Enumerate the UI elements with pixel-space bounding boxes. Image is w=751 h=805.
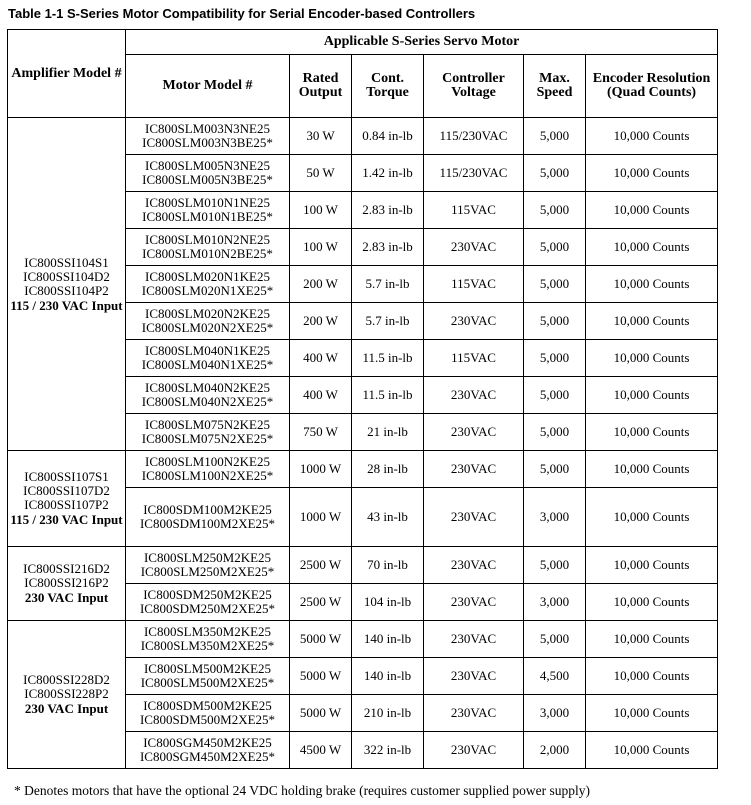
cont-torque-cell: 104 in-lb (352, 584, 424, 621)
amplifier-model: IC800SSI104S1 (24, 254, 109, 270)
amplifier-model-cell (8, 547, 126, 621)
max-speed-cell: 5,000 (524, 621, 586, 658)
cont-torque-cell: 140 in-lb (352, 658, 424, 695)
motor-model: IC800SLM010N2BE25* (142, 246, 273, 261)
max-speed-cell: 5,000 (524, 303, 586, 340)
amplifier-model: IC800SSI216P2 (24, 575, 109, 590)
max-speed-cell: 5,000 (524, 266, 586, 303)
cont-torque-cell: 11.5 in-lb (352, 340, 424, 377)
motor-model: IC800SLM075N2KE25 (145, 417, 270, 432)
controller-voltage-cell: 230VAC (424, 451, 524, 488)
motor-model-cell (126, 621, 290, 658)
amplifier-model-cell (8, 118, 126, 451)
header-amplifier: Amplifier Model # (8, 30, 126, 118)
motor-model: IC800SLM020N1XE25* (141, 283, 274, 298)
rated-output-cell: 2500 W (290, 584, 352, 621)
motor-model: IC800SLM003N3BE25* (142, 135, 273, 150)
encoder-resolution-cell: 10,000 Counts (586, 192, 718, 229)
cont-torque-cell: 28 in-lb (352, 451, 424, 488)
cont-torque-cell: 5.7 in-lb (352, 266, 424, 303)
encoder-resolution-cell: 10,000 Counts (586, 732, 718, 769)
max-speed-cell: 3,000 (524, 584, 586, 621)
cont-torque-cell: 1.42 in-lb (352, 155, 424, 192)
max-speed-cell: 5,000 (524, 192, 586, 229)
encoder-resolution-cell: 10,000 Counts (586, 155, 718, 192)
motor-model: IC800SLM020N1KE25 (145, 269, 270, 284)
encoder-resolution-cell: 10,000 Counts (586, 451, 718, 488)
encoder-resolution-cell: 10,000 Counts (586, 377, 718, 414)
table-row (8, 547, 718, 584)
rated-output-cell: 2500 W (290, 547, 352, 584)
amplifier-model: IC800SSI107S1 (24, 469, 109, 484)
rated-output-cell: 1000 W (290, 488, 352, 547)
table-body (8, 118, 718, 769)
amplifier-model: IC800SSI104P2 (24, 282, 109, 298)
rated-output-cell: 200 W (290, 266, 352, 303)
motor-model: IC800SLM020N2KE25 (145, 306, 270, 321)
controller-voltage-cell: 230VAC (424, 621, 524, 658)
cont-torque-cell: 0.84 in-lb (352, 118, 424, 155)
rated-output-cell: 30 W (290, 118, 352, 155)
cont-torque-cell: 140 in-lb (352, 621, 424, 658)
cont-torque-cell: 2.83 in-lb (352, 229, 424, 266)
motor-model: IC800SLM040N1XE25* (141, 357, 274, 372)
header-cont-torque: Cont. Torque (352, 55, 424, 118)
motor-model-cell (126, 155, 290, 192)
controller-voltage-cell: 230VAC (424, 584, 524, 621)
motor-model: IC800SLM100N2XE25* (141, 468, 274, 483)
motor-model-cell (126, 451, 290, 488)
encoder-resolution-cell: 10,000 Counts (586, 414, 718, 451)
max-speed-cell: 5,000 (524, 229, 586, 266)
max-speed-cell: 5,000 (524, 377, 586, 414)
motor-model: IC800SLM075N2XE25* (141, 431, 274, 446)
motor-model-cell (126, 488, 290, 547)
encoder-resolution-cell: 10,000 Counts (586, 303, 718, 340)
encoder-resolution-cell: 10,000 Counts (586, 266, 718, 303)
rated-output-cell: 100 W (290, 229, 352, 266)
motor-model: IC800SDM250M2KE25 (143, 587, 272, 602)
max-speed-cell: 5,000 (524, 451, 586, 488)
max-speed-cell: 5,000 (524, 155, 586, 192)
controller-voltage-cell: 230VAC (424, 695, 524, 732)
encoder-resolution-cell: 10,000 Counts (586, 118, 718, 155)
max-speed-cell: 3,000 (524, 488, 586, 547)
motor-model: IC800SLM005N3NE25 (145, 158, 270, 173)
motor-model-cell (126, 584, 290, 621)
motor-model-cell (126, 377, 290, 414)
table-row (8, 118, 718, 155)
motor-model-cell (126, 303, 290, 340)
motor-model: IC800SDM100M2XE25* (139, 516, 276, 531)
motor-model: IC800SLM020N2XE25* (141, 320, 274, 335)
encoder-resolution-cell: 10,000 Counts (586, 340, 718, 377)
motor-model: IC800SLM005N3BE25* (142, 172, 273, 187)
controller-voltage-cell: 230VAC (424, 547, 524, 584)
table-caption: Table 1-1 S-Series Motor Compatibility for Serial Encoder-based Controllers (8, 6, 476, 21)
header-encoder-resolution: Encoder Resolution (Quad Counts) (586, 55, 718, 118)
encoder-resolution-cell: 10,000 Counts (586, 488, 718, 547)
controller-voltage-cell: 230VAC (424, 229, 524, 266)
table-row (8, 621, 718, 658)
motor-model-cell (126, 229, 290, 266)
controller-voltage-cell: 230VAC (424, 488, 524, 547)
amplifier-model: IC800SSI228D2 (23, 672, 110, 687)
motor-model: IC800SLM350M2XE25* (140, 638, 275, 653)
motor-model: IC800SGM450M2KE25 (143, 735, 272, 750)
amplifier-model: IC800SSI104D2 (23, 268, 110, 284)
motor-model: IC800SDM500M2KE25 (143, 698, 272, 713)
max-speed-cell: 4,500 (524, 658, 586, 695)
header-max-speed: Max. Speed (524, 55, 586, 118)
motor-model: IC800SLM040N1KE25 (145, 343, 270, 358)
motor-model-cell (126, 695, 290, 732)
motor-compatibility-table (7, 29, 718, 769)
max-speed-cell: 2,000 (524, 732, 586, 769)
controller-voltage-cell: 115/230VAC (424, 155, 524, 192)
rated-output-cell: 400 W (290, 377, 352, 414)
motor-model: IC800SLM010N1NE25 (145, 195, 270, 210)
encoder-resolution-cell: 10,000 Counts (586, 547, 718, 584)
controller-voltage-cell: 115VAC (424, 192, 524, 229)
header-applicable-motor: Applicable S-Series Servo Motor (126, 30, 718, 55)
controller-voltage-cell: 115VAC (424, 266, 524, 303)
motor-model: IC800SLM010N2NE25 (145, 232, 270, 247)
motor-model-cell (126, 340, 290, 377)
controller-voltage-cell: 115VAC (424, 340, 524, 377)
header-rated-output: Rated Output (290, 55, 352, 118)
rated-output-cell: 200 W (290, 303, 352, 340)
cont-torque-cell: 2.83 in-lb (352, 192, 424, 229)
max-speed-cell: 3,000 (524, 695, 586, 732)
cont-torque-cell: 43 in-lb (352, 488, 424, 547)
controller-voltage-cell: 230VAC (424, 732, 524, 769)
rated-output-cell: 750 W (290, 414, 352, 451)
header-controller-voltage: Controller Voltage (424, 55, 524, 118)
rated-output-cell: 400 W (290, 340, 352, 377)
cont-torque-cell: 21 in-lb (352, 414, 424, 451)
encoder-resolution-cell: 10,000 Counts (586, 229, 718, 266)
encoder-resolution-cell: 10,000 Counts (586, 621, 718, 658)
max-speed-cell: 5,000 (524, 340, 586, 377)
amplifier-input-voltage: 115 / 230 VAC Input (10, 512, 123, 527)
motor-model: IC800SLM500M2XE25* (140, 675, 275, 690)
rated-output-cell: 4500 W (290, 732, 352, 769)
encoder-resolution-cell: 10,000 Counts (586, 658, 718, 695)
motor-model-cell (126, 732, 290, 769)
motor-model: IC800SDM100M2KE25 (143, 502, 272, 517)
motor-model: IC800SLM040N2KE25 (145, 380, 270, 395)
controller-voltage-cell: 230VAC (424, 303, 524, 340)
motor-model: IC800SLM100N2KE25 (145, 454, 270, 469)
amplifier-input-voltage: 115 / 230 VAC Input (10, 297, 123, 313)
motor-model: IC800SLM040N2XE25* (141, 394, 274, 409)
amplifier-model: IC800SSI107P2 (24, 497, 109, 512)
motor-model: IC800SDM250M2XE25* (139, 601, 276, 616)
rated-output-cell: 50 W (290, 155, 352, 192)
rated-output-cell: 5000 W (290, 695, 352, 732)
motor-model: IC800SGM450M2XE25* (139, 749, 276, 764)
amplifier-model: IC800SSI228P2 (24, 686, 109, 701)
controller-voltage-cell: 230VAC (424, 377, 524, 414)
cont-torque-cell: 322 in-lb (352, 732, 424, 769)
motor-model-cell (126, 192, 290, 229)
amplifier-input-voltage: 230 VAC Input (24, 701, 109, 716)
footnote: * Denotes motors that have the optional 24 VDC holding brake (requires customer supplied power supply) (14, 783, 591, 798)
motor-model-cell (126, 658, 290, 695)
cont-torque-cell: 11.5 in-lb (352, 377, 424, 414)
motor-model: IC800SLM010N1BE25* (142, 209, 273, 224)
rated-output-cell: 100 W (290, 192, 352, 229)
motor-model-cell (126, 547, 290, 584)
cont-torque-cell: 5.7 in-lb (352, 303, 424, 340)
encoder-resolution-cell: 10,000 Counts (586, 695, 718, 732)
cont-torque-cell: 210 in-lb (352, 695, 424, 732)
table-row (8, 451, 718, 488)
amplifier-model-cell (8, 451, 126, 547)
rated-output-cell: 5000 W (290, 621, 352, 658)
motor-model-cell (126, 414, 290, 451)
controller-voltage-cell: 115/230VAC (424, 118, 524, 155)
motor-model: IC800SLM250M2XE25* (140, 564, 275, 579)
encoder-resolution-cell: 10,000 Counts (586, 584, 718, 621)
cont-torque-cell: 70 in-lb (352, 547, 424, 584)
motor-model-cell (126, 118, 290, 155)
motor-model: IC800SLM250M2KE25 (143, 550, 272, 565)
motor-model: IC800SLM500M2KE25 (143, 661, 272, 676)
amplifier-input-voltage: 230 VAC Input (24, 590, 109, 605)
header-motor-model: Motor Model # (126, 55, 290, 118)
amplifier-model: IC800SSI107D2 (23, 483, 110, 498)
amplifier-model-cell (8, 621, 126, 769)
rated-output-cell: 1000 W (290, 451, 352, 488)
motor-model-cell (126, 266, 290, 303)
motor-model: IC800SLM350M2KE25 (143, 624, 272, 639)
max-speed-cell: 5,000 (524, 414, 586, 451)
rated-output-cell: 5000 W (290, 658, 352, 695)
motor-model: IC800SLM003N3NE25 (145, 121, 270, 136)
amplifier-model: IC800SSI216D2 (23, 561, 110, 576)
max-speed-cell: 5,000 (524, 547, 586, 584)
controller-voltage-cell: 230VAC (424, 658, 524, 695)
max-speed-cell: 5,000 (524, 118, 586, 155)
motor-model: IC800SDM500M2XE25* (139, 712, 276, 727)
controller-voltage-cell: 230VAC (424, 414, 524, 451)
